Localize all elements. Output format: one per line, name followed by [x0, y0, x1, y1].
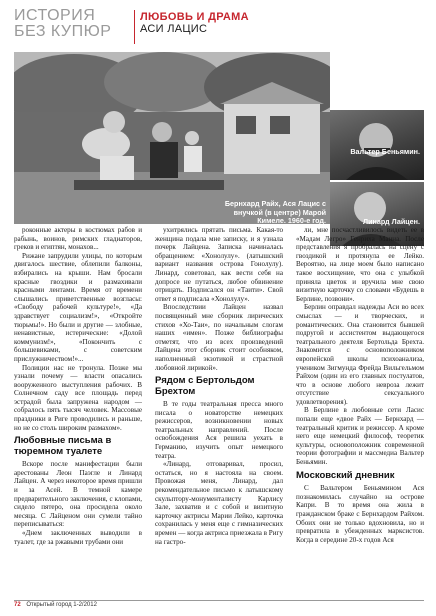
paragraph: ухитрялись прятать письма. Какая-то женщина подала мне записку, и я узнала почерк Лайцена. Записка начиналась обращением: «Хонолулу». (латышский вариант названия острова Гонолулу). Линард, советовал, как вести себя на допросе не путаться, любое обвинение отрицать. Подписался он «Таити». Свой ответ я подписала «Хонолулу». [155, 226, 283, 303]
paragraph: Полиции нас не тронула. Позже мы узнали почему — власти опасались вооруженного выступления рабочих. В Солнечном саду все площадь перед эстрадой была запружена народом — собралось пять тысяч человек. Массовые праздники в Риге проводились и раньше, но не со столь широким размахом». [14, 363, 142, 432]
paragraph: роконные актеры в костюмах рабов и рабынь, воинов, римских гладиаторов, греков и египтян, монахов... [14, 226, 142, 252]
paragraph: Впоследствии Лайцен назвал посвященный мне сборник лирических стихов «Хо-Таи», по начальным слогам наших «имен». Позже библиографы отметят, что из всех произведений Лайцена этот сборник стоит особняком, наполненный экзотикой и страстной любовной лирикой». [155, 303, 283, 372]
subheading: Рядом с Бертольдом Брехтом [155, 375, 255, 397]
paragraph: ли, мне посчастливилось видеть ее в «Мадам Легро» Генриха Манна. После представления я пробралась на сцену с гвоздикой и протянула ее Лейко. Вероятно, на лице моем было написано такое восхищение, что она с улыбкой приняла цветок и вручила мне свою визитную карточку со словами «Будешь в Берлине, позвони». [296, 226, 424, 303]
article-body [14, 226, 424, 594]
article-header [14, 6, 424, 50]
paragraph: С Вальтером Беньямином Ася познакомилась случайно на острове Капри. В то время она жила в гражданском браке с Бернхардом Райхом. Обоих они не только вдохновила, но и превратила в убежденных марксистов. Когда в середине 20-х годов Ася [296, 484, 424, 544]
article-meta [140, 11, 249, 36]
laicens-caption: Линард Лайцен. [363, 217, 420, 226]
paragraph: В Берлине в любовные сети Ласис попали еще «двое Райх — Бернхард — театральный критик и режиссер. А кроме него еще немецкий философ, теоретик культуры, основоположник современной теории фотографии и массмедиа Вальтер Беньямин. [296, 406, 424, 467]
subheading: Любовные письма в тюремном туалете [14, 435, 112, 457]
paragraph: В те годы театральная пресса много писала о новаторстве немецких режиссеров, возникновении новых театральных направлений. После освобождения Ася решила уехать в Германию, изучить опыт немецкого театра. [155, 400, 283, 460]
paragraph: «Днем заключенных выводили в туалет, где за ржавыми трубами они [14, 529, 142, 546]
footer-rule [14, 600, 424, 601]
article-title: ЛЮБОВЬ И ДРАМА [140, 11, 249, 23]
page-number: 72 [14, 602, 21, 608]
magazine-name: Открытый город 1-2/2012 [26, 602, 97, 608]
portrait-benjamin-shape [330, 110, 424, 180]
rubric-label: ИСТОРИЯ БЕЗ КУПЮР [14, 7, 112, 40]
header-divider [134, 10, 135, 44]
benjamin-caption: Вальтер Беньямин. [350, 147, 420, 156]
paragraph: Берлин оправдал надежды Аси во всех смыслах — и творческих, и романтических. Она становится бывшей подругой и ассистентом выдающегося театрального деятеля Бертольда Брехта. Знакомится с основоположником европейской школы психоанализа, учеником Зигмунда Фрейда Вильгельмом Райхом (один из его главных постулатов, что в основе любого невроза лежит отсутствие сексуального удовлетворения). [296, 303, 424, 406]
text-column-1 [14, 226, 142, 594]
paragraph: Вскоре после манифестации были арестованы Леон Паэгле и Линард Лайцен. А через некоторое время пришли и за Асей. В темной камере предварительного заключения, с клопами, сидело пятеро, она просидела около месяца. С Лайценом они сумели тайно переписываться: [14, 460, 142, 529]
portrait-photo-benjamin [330, 110, 424, 180]
subheading: Московский дневник [296, 469, 395, 481]
text-column-3 [296, 226, 424, 594]
paragraph: «Линард, отговаривал, просил, остаться, но я настояла на своем. Провожая меня, Линард, дал рекомендательное письмо к латышскому скульптору-монументалисту Карлису Зале, захватив и с собой и визитную карточку актрисы Марии Лейко, карточка сохранилась у меня еще с гимназических времен — когда актриса приезжала в Ригу на гастро- [155, 460, 283, 546]
main-photo-caption: Бернхард Райх, Ася Лацис с внучкой (в центре) Марой Кимеле. 1960-е год. [224, 199, 326, 225]
article-author: АСИ ЛАЦИС [140, 23, 208, 35]
paragraph: Рижане запрудили улицы, по которым двигалось шествие, облепили балконы, взбирались на крыши. Нам бросали красные гвоздики и размахивали красными лентами. Время от времени слышались приветственные возгласы: «Свободу рабочей культуре!», «Да здравствует социализм!», «Откройте тюрьмы!». Но были и другие — злобные, ненавистные, истерические: «Долой коммунизм!», «Покончить с большевиками, с советским прислужничеством!»... [14, 251, 142, 363]
page-footer [14, 602, 424, 612]
text-column-2 [155, 226, 283, 594]
